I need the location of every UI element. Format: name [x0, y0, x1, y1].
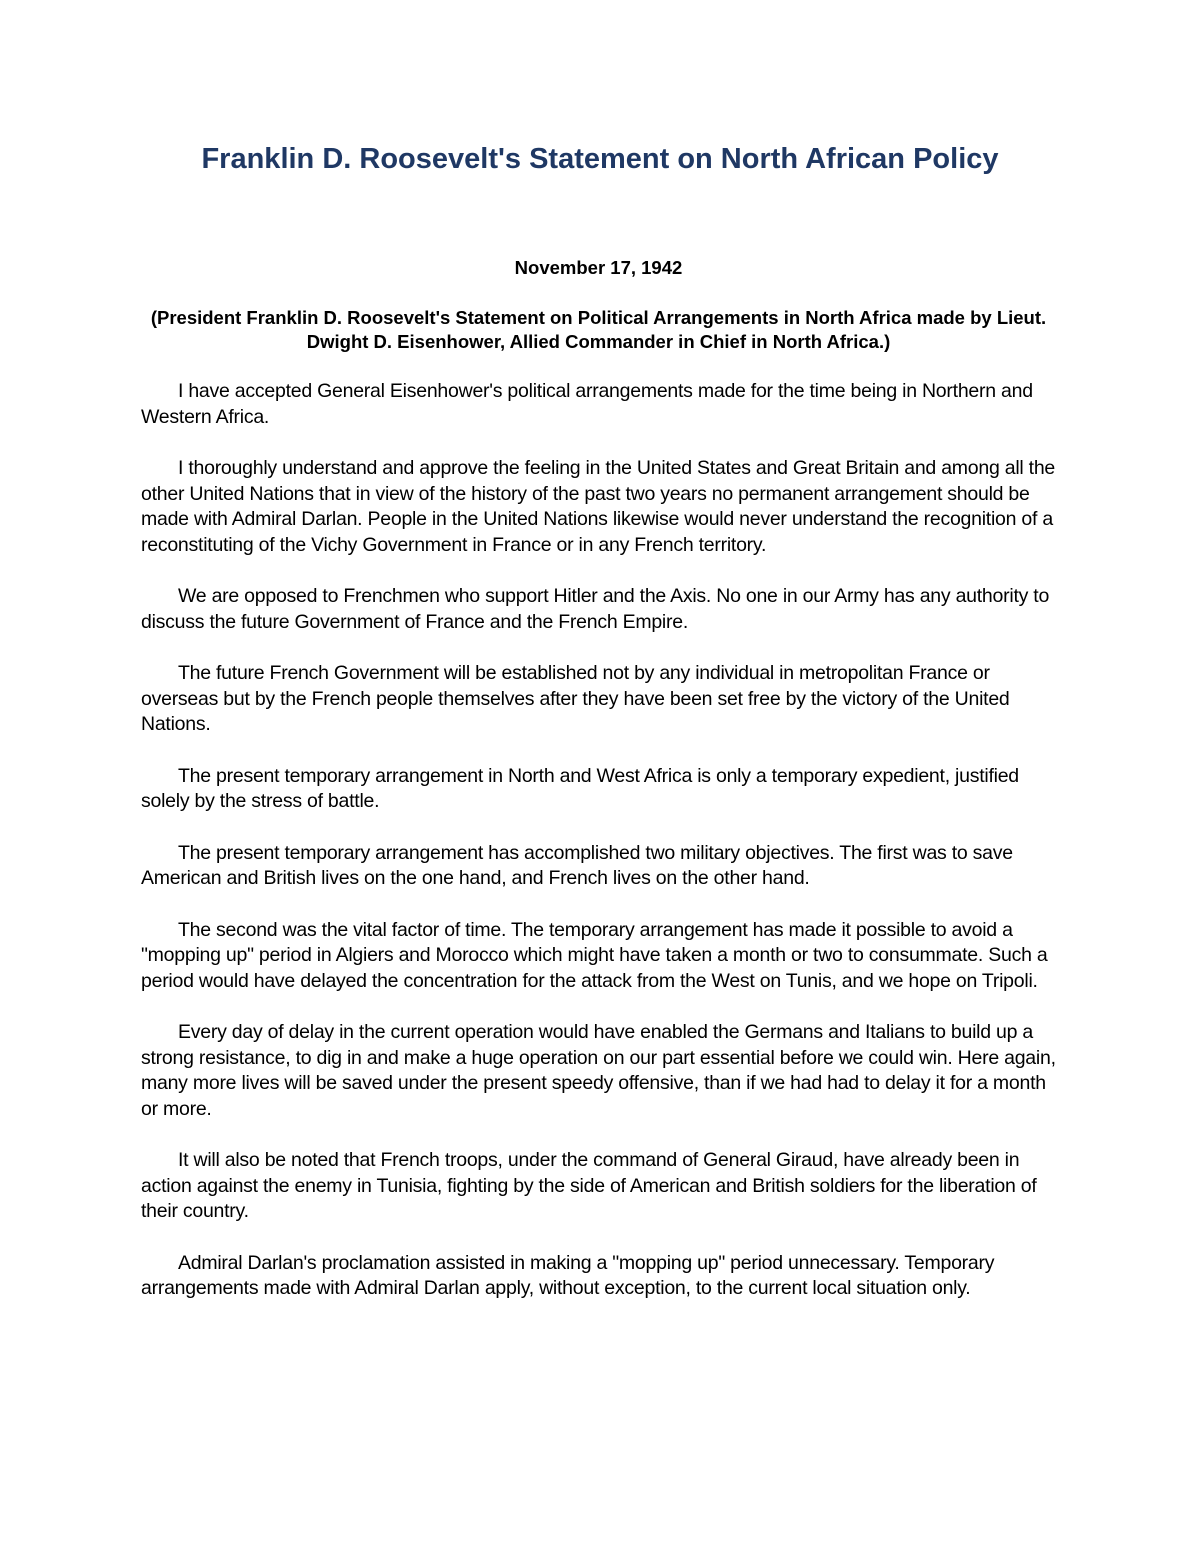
body-paragraph: I thoroughly understand and approve the feeling in the United States and Great Britain and among all the other United Nations that in view of the history of the past two years no permanent arrangement should be made with Admiral Darlan. People in the United Nations likewise would never understand the recognition of a reconstituting of the Vichy Government in France or in any French territory.: [141, 457, 1056, 556]
body-paragraph: It will also be noted that French troops, under the command of General Giraud, have already been in action against the enemy in Tunisia, fighting by the side of American and British soldiers for the liberation of their country.: [141, 1149, 1037, 1222]
document-title: Franklin D. Roosevelt's Statement on North African Policy: [201, 143, 999, 175]
document-body: [141, 379, 1056, 1328]
body-paragraph: Every day of delay in the current operation would have enabled the Germans and Italians to build up a strong resistance, to dig in and make a huge operation on our part essential before we could win. Here again, many more lives will be saved under the present speedy offensive, than if we had had to delay it for a month or more.: [141, 1021, 1056, 1120]
body-paragraph: We are opposed to Frenchmen who support Hitler and the Axis. No one in our Army has any authority to discuss the future Government of France and the French Empire.: [141, 585, 1050, 633]
body-paragraph: The second was the vital factor of time. The temporary arrangement has made it possible to avoid a "mopping up" period in Algiers and Morocco which might have taken a month or two to consummate. Such a period would have delayed the concentration for the attack from the West on Tunis, and we hope on Tripoli.: [141, 918, 1048, 992]
body-paragraph: The future French Government will be established not by any individual in metropolitan France or overseas but by the French people themselves after they have been set free by the victory of the United Nations.: [141, 662, 1010, 735]
body-paragraph: The present temporary arrangement in North and West Africa is only a temporary expedient, justified solely by the stress of battle.: [141, 764, 1019, 812]
body-paragraph: The present temporary arrangement has accomplished two military objectives. The first was to save American and British lives on the one hand, and French lives on the other hand.: [141, 841, 1013, 889]
document-subtitle: (President Franklin D. Roosevelt's Statement on Political Arrangements in North Africa made by Lieut. Dwight D. Eisenhower, Allied Commander in Chief in North Africa.): [150, 307, 1047, 352]
body-paragraph: I have accepted General Eisenhower's political arrangements made for the time being in Northern and Western Africa.: [141, 380, 1033, 428]
document-date: November 17, 1942: [514, 257, 683, 278]
body-paragraph: Admiral Darlan's proclamation assisted in making a "mopping up" period unnecessary. Temporary arrangements made with Admiral Darlan apply, without exception, to the current local situation only.: [141, 1251, 995, 1299]
